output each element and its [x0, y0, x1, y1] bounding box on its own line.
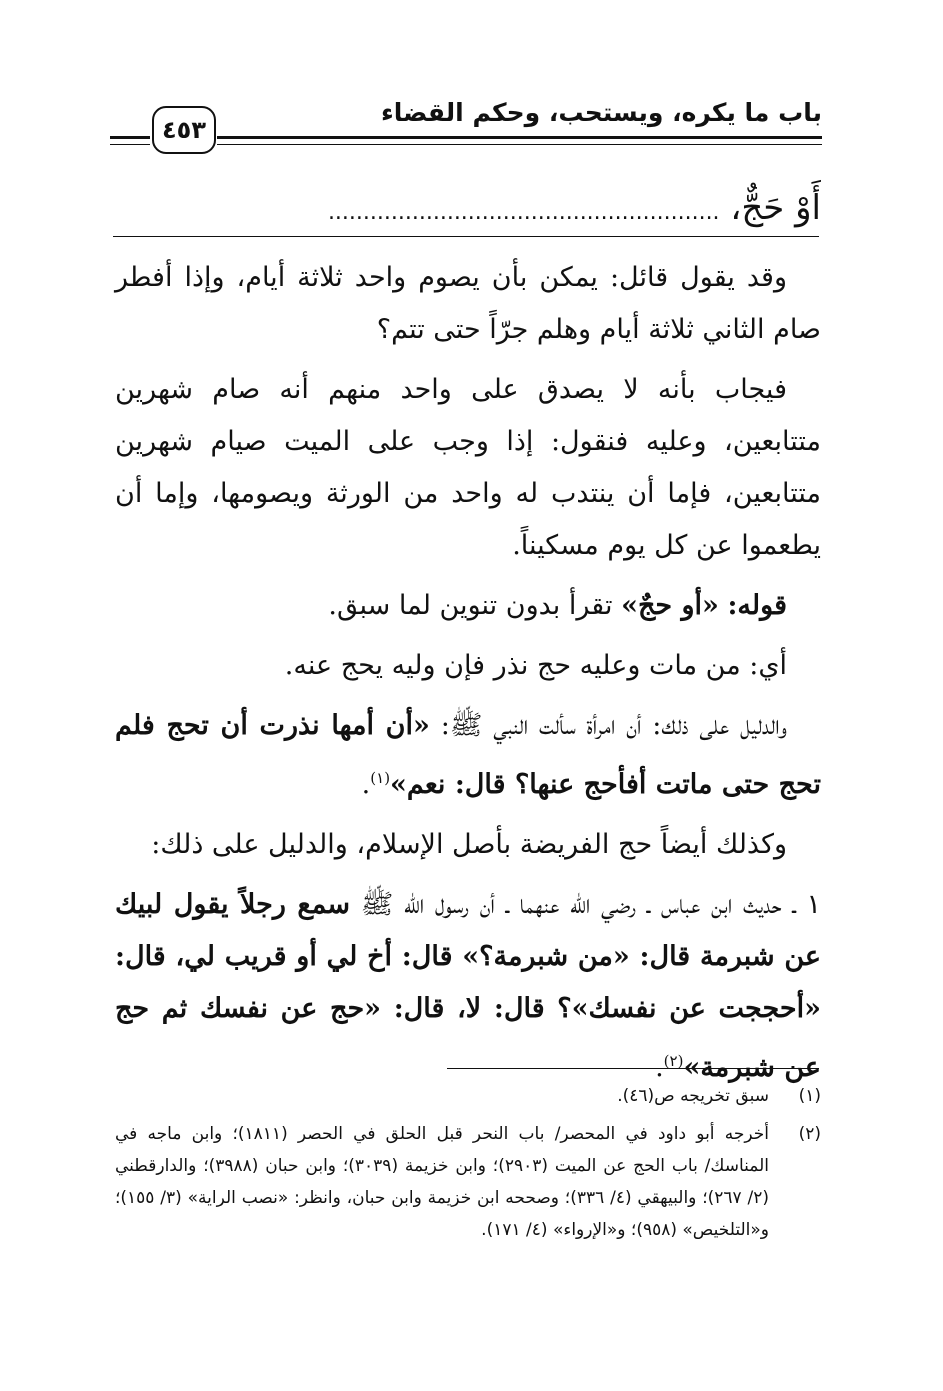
- footnote-ref: (٢): [663, 1052, 684, 1070]
- header-rule-left: [110, 136, 150, 145]
- quoted-phrase: «أو حجٌ»: [621, 590, 719, 621]
- footnotes: [115, 1080, 821, 1252]
- matn-rule: [113, 236, 819, 237]
- paragraph: [115, 580, 821, 632]
- footnote: [115, 1080, 821, 1112]
- paragraph: فيجاب بأنه لا يصدق على واحد منهم أنه صام شهرين متتابعين، وعليه فنقول: إذا وجب على الميت صيام شهرين متتابعين، فإما أن ينتدب له واحد من الورثة ويصومها، وإما أن يطعموا عن كل يوم مسكيناً.: [115, 374, 821, 561]
- paragraph-end: .: [361, 769, 371, 800]
- list-item: [115, 879, 821, 1094]
- footnote-number: (٢): [798, 1124, 821, 1144]
- footnote-number: (١): [798, 1086, 821, 1106]
- paragraph-text: تقرأ بدون تنوين لما سبق.: [328, 590, 622, 621]
- matn-text: أَوْ حَجٌّ،: [730, 188, 821, 228]
- chapter-title: باب ما يكره، ويستحب، وحكم القضاء: [380, 98, 822, 127]
- commentary-body: [115, 252, 821, 1102]
- paragraph-text: ١ ـ حديث ابن عباس ـ رضي الله عنهما ـ أن رسول الله ﷺ: [350, 889, 821, 920]
- matn-dots: ........................................................: [327, 200, 720, 225]
- paragraph-text: والدليل على ذلك: أن امرأة سألت النبي ﷺ:: [429, 710, 788, 741]
- header-rule: [217, 136, 822, 145]
- footnote-rule: [447, 1068, 819, 1069]
- footnote: [115, 1118, 821, 1246]
- matn-line: [121, 178, 821, 243]
- page-number: ٤٥٣: [152, 106, 216, 154]
- hadith-quote: «أن أمها نذرت أن تحج فلم تحج حتى ماتت أفأحج عنها؟ قال: نعم»: [115, 710, 821, 800]
- footnote-ref: (١): [370, 769, 391, 787]
- paragraph-end: .: [655, 1052, 664, 1083]
- paragraph: أي: من مات وعليه حج نذر فإن وليه يحج عنه.: [284, 650, 787, 681]
- paragraph: [115, 700, 821, 811]
- footnote-text: سبق تخريجه ص(٤٦).: [617, 1086, 769, 1106]
- paragraph: وقد يقول قائل: يمكن بأن يصوم واحد ثلاثة أيام، وإذا أفطر صام الثاني ثلاثة أيام وهلم جرّاً حتى تتم؟: [115, 262, 821, 345]
- page-header: [110, 98, 822, 154]
- paragraph: وكذلك أيضاً حج الفريضة بأصل الإسلام، والدليل على ذلك:: [151, 829, 787, 860]
- quote-label: قوله:: [727, 590, 787, 621]
- hadith-quote: سمع رجلاً يقول لبيك عن شبرمة قال: «من شبرمة؟» قال: أخ لي أو قريب لي، قال: «أحججت عن نفسك»؟ قال: لا، قال: «حج عن نفسك ثم حج عن شبرمة»: [115, 889, 822, 1083]
- footnote-text: أخرجه أبو داود في المحصر/ باب النحر قبل الحلق في الحصر (١٨١١)؛ وابن ماجه في المناسك/ باب الحج عن الميت (٢٩٠٣)؛ وابن خزيمة (٣٠٣٩)؛ وابن حبان (٣٩٨٨)؛ والدارقطني (٢/ ٢٦٧)؛ والبيهقي (٤/ ٣٣٦)؛ وصححه ابن خزيمة وابن حبان، وانظر: «نصب الراية» (٣/ ١٥٥)؛ و«التلخيص» (٩٥٨)؛ و«الإرواء» (٤/ ١٧١).: [115, 1124, 769, 1240]
